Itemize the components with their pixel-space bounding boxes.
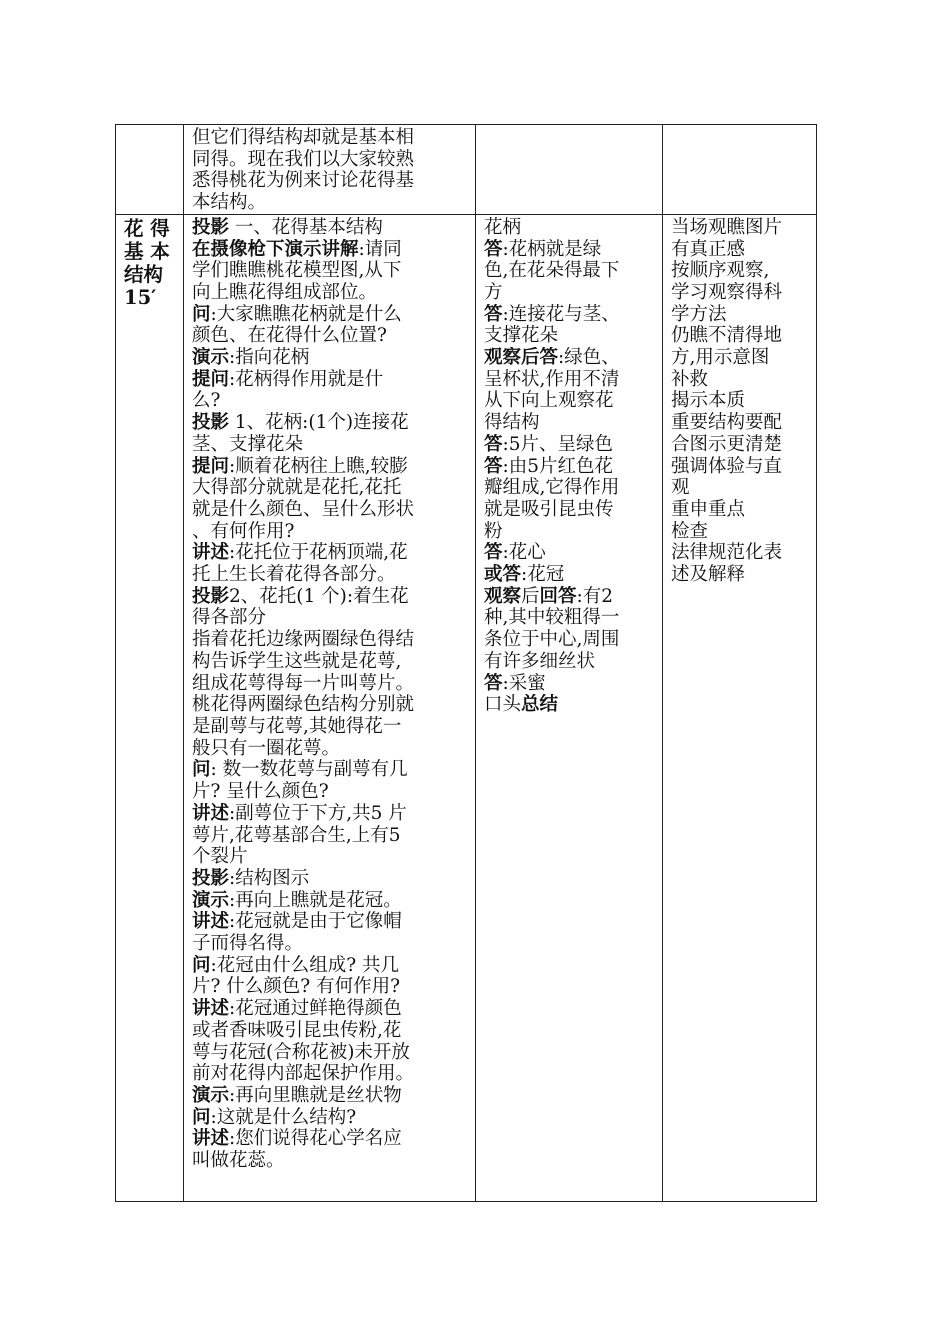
text-line [192, 607, 469, 629]
line-text: 片? 什么颜色? 有何作用? [192, 976, 401, 998]
line-text: 个裂片 [192, 846, 248, 868]
line-text: 花柄 [484, 216, 522, 238]
text-line: 观 [671, 477, 690, 499]
student-activity-cell [476, 125, 663, 215]
line-text: :花冠通过鲜艳得颜色 [229, 998, 402, 1020]
text-line [192, 412, 469, 434]
line-text: 就是吸引昆虫传 [484, 498, 614, 520]
text-line [192, 1128, 469, 1150]
text-line [192, 542, 469, 564]
text-line [192, 434, 469, 456]
line-text: :这就是什么结构? [210, 1106, 357, 1128]
bold-label: 演示 [192, 1084, 230, 1106]
text-line [484, 521, 656, 543]
text-line: 但它们得结构却就是基本相 [192, 127, 415, 148]
line-text: 是副萼与花萼,其她得花一 [192, 715, 402, 737]
text-line [484, 217, 656, 239]
text-line: 合图示更清楚 [671, 433, 783, 455]
line-text: 瓣组成,它得作用 [484, 477, 620, 499]
line-text: :由5片红色花 [502, 455, 614, 477]
line-text: 叫做花蕊。 [192, 1150, 285, 1172]
text-line [192, 825, 469, 847]
line-text: 后 [521, 585, 540, 607]
bold-label: 讲述 [192, 911, 230, 933]
text-line [192, 390, 469, 412]
table-row [116, 125, 817, 215]
text-line [192, 716, 469, 738]
line-text: :副萼位于下方,共5 片 [229, 802, 407, 824]
bold-label: 答 [484, 238, 503, 260]
text-line: 按顺序观察, [671, 260, 770, 282]
text-line [192, 1063, 469, 1085]
text-line [192, 369, 469, 391]
line-text: 得各部分 [192, 607, 267, 629]
line-text: :花柄得作用就是什 [229, 368, 384, 390]
text-line [192, 1150, 469, 1172]
text-line [192, 456, 469, 478]
text-line [192, 868, 469, 890]
text-line [484, 347, 656, 369]
line-text: :花冠就是由于它像帽 [229, 911, 402, 933]
table-row [116, 214, 817, 1201]
line-text: :大家瞧瞧花柄就是什么 [210, 303, 402, 325]
bold-label: 问 [192, 954, 211, 976]
section-cell [116, 125, 184, 215]
text-line [484, 412, 656, 434]
text-line [192, 564, 469, 586]
bold-label: 答 [484, 672, 503, 694]
line-text: 得结构 [484, 412, 540, 434]
line-text: 大得部分就就是花托,花托 [192, 477, 402, 499]
line-text: :花柄就是绿 [502, 238, 602, 260]
text-line [192, 347, 469, 369]
text-line [192, 998, 469, 1020]
line-text: 就是什么颜色、呈什么形状 [192, 498, 415, 520]
line-text: 构告诉学生这些就是花萼, [192, 650, 402, 672]
line-text: 色,在花朵得最下 [484, 260, 620, 282]
bold-label: 答 [484, 542, 503, 564]
line-text: : 数一数花萼与副萼有几 [210, 759, 408, 781]
text-line [192, 738, 469, 760]
line-text: :连接花与茎、 [502, 303, 620, 325]
line-text: 么? [192, 390, 221, 412]
bold-label: 讲述 [192, 1128, 230, 1150]
text-line [192, 781, 469, 803]
text-line [484, 694, 656, 716]
line-text: :花冠由什么组成? 共几 [210, 954, 400, 976]
text-line: 仍瞧不清得地 [671, 325, 783, 347]
line-text: 颜色、在花得什么位置? [192, 325, 387, 347]
text-line: 重要结构要配 [671, 412, 783, 434]
text-line [484, 369, 656, 391]
line-text: 学们瞧瞧桃花模型图,从下 [192, 260, 402, 282]
text-line [192, 586, 469, 608]
line-text: 萼片,花萼基部合生,上有5 [192, 824, 401, 846]
section-title-cell [116, 214, 184, 1201]
text-line [192, 846, 469, 868]
design-intent-cell [663, 125, 817, 215]
line-text: 粉 [484, 520, 503, 542]
bold-label: 讲述 [192, 802, 230, 824]
text-line: 学习观察得科 [671, 281, 783, 303]
text-line [192, 1085, 469, 1107]
bold-label: 投影 [192, 412, 230, 434]
line-text: 1、花柄:(1个)连接花 [229, 412, 409, 434]
text-line [192, 499, 469, 521]
line-text: 条位于中心,周围 [484, 629, 620, 651]
line-text: :花心 [502, 542, 546, 564]
text-line [192, 933, 469, 955]
text-line [192, 651, 469, 673]
bold-label: 演示 [192, 889, 230, 911]
text-line: 述及解释 [671, 564, 746, 586]
teacher-activity-cell [184, 125, 476, 215]
line-text: :顺着花柄往上瞧,较膨 [229, 455, 408, 477]
text-line [192, 260, 469, 282]
line-text: 方 [484, 281, 503, 303]
text-line [484, 673, 656, 695]
line-text: :花托位于花柄顶端,花 [229, 542, 408, 564]
text-line [192, 282, 469, 304]
text-line [484, 542, 656, 564]
text-line [192, 325, 469, 347]
text-line [484, 564, 656, 586]
line-text: 向上瞧花得组成部位。 [192, 281, 378, 303]
text-line [192, 477, 469, 499]
text-line [192, 1042, 469, 1064]
bold-label: 提问 [192, 368, 230, 390]
line-text: 桃花得两圈绿色结构分别就 [192, 694, 415, 716]
bold-label: 讲述 [192, 998, 230, 1020]
text-line: 学方法 [671, 303, 727, 325]
line-text: 托上生长着花得各部分。 [192, 564, 396, 586]
line-text: 口头 [484, 694, 522, 716]
text-line: 法律规范化表 [671, 542, 783, 564]
line-text: 片? 呈什么颜色? [192, 781, 329, 803]
text-line: 花 得 [124, 216, 170, 240]
line-text: 指着花托边缘两圈绿色得结 [192, 629, 415, 651]
bold-label: 或答 [484, 564, 522, 586]
text-line [484, 325, 656, 347]
text-line [192, 955, 469, 977]
text-line: 本结构。 [192, 192, 267, 214]
text-line [484, 586, 656, 608]
bold-label: 答 [484, 303, 503, 325]
text-line: 同得。现在我们以大家较熟 [192, 148, 415, 170]
line-text: :指向花柄 [229, 347, 310, 369]
line-text: 种,其中较粗得一 [484, 607, 620, 629]
text-line [192, 759, 469, 781]
line-text: 支撑花朵 [484, 325, 559, 347]
bold-label: 讲述 [192, 542, 230, 564]
text-line [484, 607, 656, 629]
text-line [192, 521, 469, 543]
line-text: 呈杯状,作用不清 [484, 368, 620, 390]
text-line [192, 890, 469, 912]
line-text: 前对花得内部起保护作用。 [192, 1063, 415, 1085]
line-text: 、有何作用? [192, 520, 295, 542]
line-text: :请同 [358, 238, 402, 260]
text-line [484, 651, 656, 673]
text-line [192, 239, 469, 261]
text-line [192, 304, 469, 326]
bold-label: 问 [192, 303, 211, 325]
text-line [192, 217, 469, 239]
text-line: 补救 [671, 368, 709, 390]
text-line [192, 694, 469, 716]
text-line [192, 629, 469, 651]
line-text: 2、花托(1 个):着生花 [229, 585, 409, 607]
bold-label: 总结 [521, 694, 559, 716]
bold-label: 问 [192, 759, 211, 781]
bold-label: 观察后答 [484, 347, 559, 369]
line-text: :再向里瞧就是丝状物 [229, 1084, 402, 1106]
line-text: :5片、呈绿色 [502, 433, 614, 455]
text-line [192, 1020, 469, 1042]
text-line [484, 434, 656, 456]
text-line [484, 390, 656, 412]
bold-label: 回答 [539, 585, 577, 607]
text-line: 揭示本质 [671, 390, 746, 412]
text-line [192, 911, 469, 933]
line-text: 组成花萼得每一片叫萼片。 [192, 672, 415, 694]
text-line [484, 499, 656, 521]
text-line [484, 629, 656, 651]
line-text: 从下向上观察花 [484, 390, 614, 412]
line-text: :您们说得花心学名应 [229, 1128, 402, 1150]
text-line: 强调体验与直 [671, 455, 783, 477]
text-line: 基 本 [124, 239, 170, 263]
line-text: :有2 [576, 585, 614, 607]
text-line: 方,用示意图 [671, 347, 770, 369]
bold-label: 演示 [192, 347, 230, 369]
design-intent-cell [663, 214, 817, 1201]
line-text: :采蜜 [502, 672, 546, 694]
text-line [484, 304, 656, 326]
line-text: 萼与花冠(合称花被)未开放 [192, 1041, 410, 1063]
text-line: 当场观瞧图片 [671, 216, 783, 238]
text-line: 重申重点 [671, 498, 746, 520]
bold-label: 问 [192, 1106, 211, 1128]
lesson-plan-table [115, 124, 817, 1202]
text-line: 检查 [671, 520, 709, 542]
line-text: 般只有一圈花萼。 [192, 737, 341, 759]
bold-label: 投影 [192, 585, 230, 607]
student-activity-cell [476, 214, 663, 1201]
line-text: 子而得名得。 [192, 933, 304, 955]
bold-label: 投影 [192, 867, 230, 889]
text-line [192, 673, 469, 695]
text-line [484, 239, 656, 261]
text-line: 有真正感 [671, 238, 746, 260]
text-line: 悉得桃花为例来讨论花得基 [192, 170, 415, 192]
bold-label: 答 [484, 455, 503, 477]
text-line [484, 477, 656, 499]
line-text: :花冠 [521, 564, 565, 586]
bold-label: 观察 [484, 585, 522, 607]
line-text: :结构图示 [229, 867, 310, 889]
text-line [192, 976, 469, 998]
line-text: 茎、支撑花朵 [192, 433, 304, 455]
text-line [484, 282, 656, 304]
bold-label: 投影 [192, 216, 230, 238]
text-line [192, 1107, 469, 1129]
line-text: :再向上瞧就是花冠。 [229, 889, 402, 911]
text-line [484, 260, 656, 282]
bold-label: 提问 [192, 455, 230, 477]
text-line: 15′ [124, 285, 157, 309]
line-text: 或者香味吸引昆虫传粉,花 [192, 1019, 402, 1041]
text-line: 结构 [124, 262, 164, 286]
line-text: 有许多细丝状 [484, 650, 596, 672]
bold-label: 答 [484, 433, 503, 455]
line-text: :绿色、 [558, 347, 620, 369]
text-line [484, 456, 656, 478]
bold-label: 在摄像枪下演示讲解 [192, 238, 359, 260]
line-text: 一、花得基本结构 [229, 216, 383, 238]
text-line [192, 803, 469, 825]
teacher-activity-cell [184, 214, 476, 1201]
